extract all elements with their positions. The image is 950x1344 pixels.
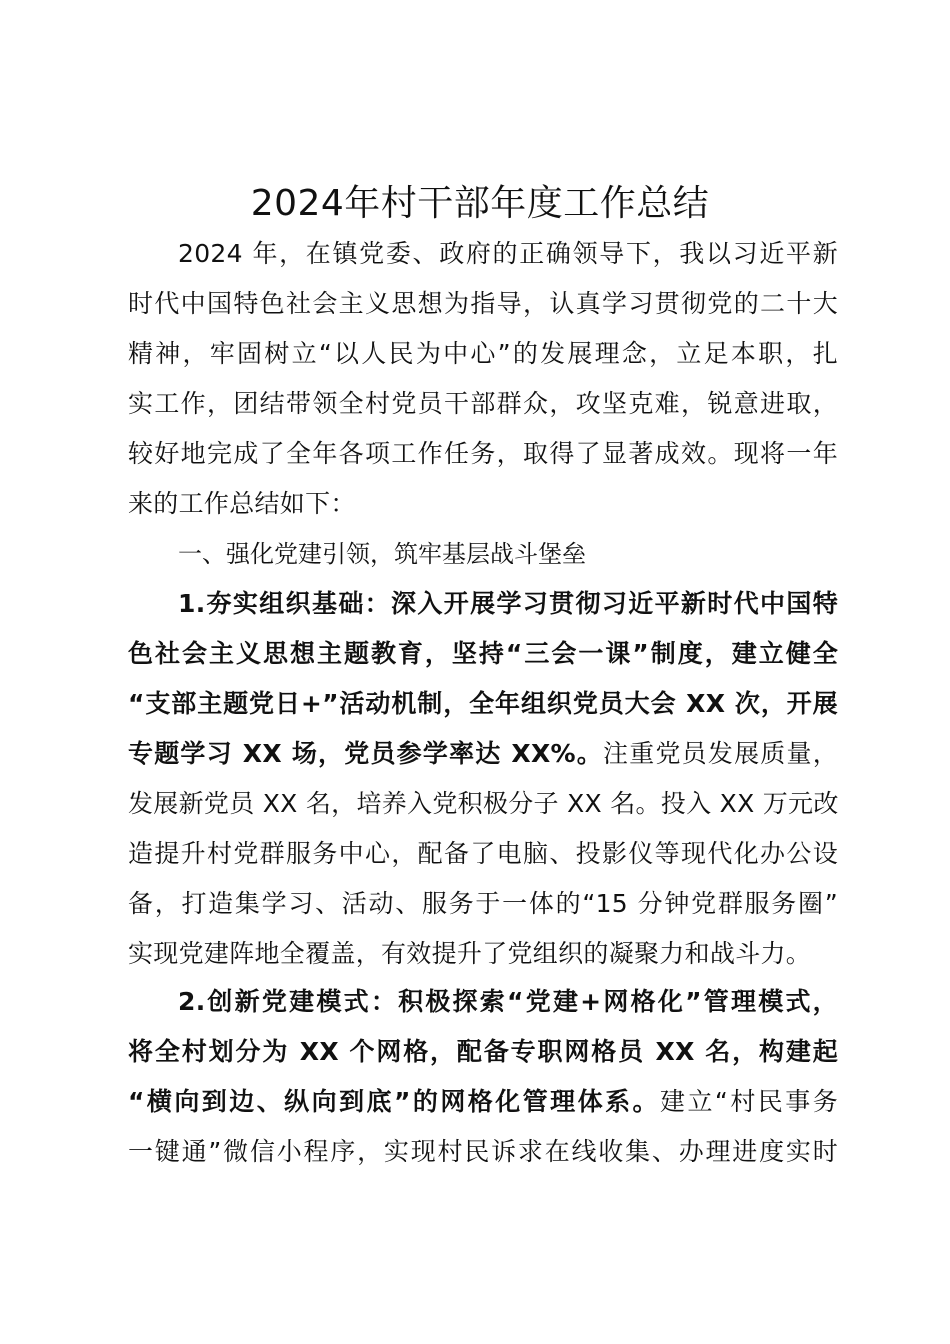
item1-line: 造提升村党群服务中心，配备了电脑、投影仪等现代化办公设 — [128, 839, 838, 868]
item2-mixed-bold: “横向到边、纵向到底”的网格化管理体系。 — [128, 1087, 660, 1116]
intro-line: 来的工作总结如下： — [128, 489, 356, 518]
item1-mixed-normal: 注重党员发展质量， — [603, 739, 839, 768]
item2-mixed-normal: 建立“村民事务 — [660, 1087, 838, 1116]
item1-line: 实现党建阵地全覆盖，有效提升了党组织的凝聚力和战斗力。 — [128, 939, 812, 968]
item1-bold-line: “支部主题党日+”活动机制，全年组织党员大会 XX 次，开展 — [128, 689, 838, 718]
item1-line: 发展新党员 XX 名，培养入党积极分子 XX 名。投入 XX 万元改 — [128, 789, 839, 818]
intro-line: 较好地完成了全年各项工作任务，取得了显著成效。现将一年 — [128, 439, 838, 468]
intro-paragraph — [128, 229, 838, 529]
item2-bold-line: 将全村划分为 XX 个网格，配备专职网格员 XX 名，构建起 — [128, 1037, 838, 1066]
item2-line: 一键通”微信小程序，实现村民诉求在线收集、办理进度实时 — [128, 1137, 838, 1166]
document-title: 2024年村干部年度工作总结 — [250, 183, 710, 224]
item1-bold-line: 色社会主义思想主题教育，坚持“三会一课”制度，建立健全 — [128, 639, 838, 668]
section-heading: 一、强化党建引领，筑牢基层战斗堡垒 — [178, 540, 586, 568]
item2-paragraph — [128, 977, 838, 1177]
item1-mixed-bold: 专题学习 XX 场，党员参学率达 XX%。 — [128, 739, 604, 768]
intro-line: 实工作，团结带领全村党员干部群众，攻坚克难，锐意进取， — [128, 389, 838, 418]
intro-line: 精神，牢固树立“以人民为中心”的发展理念，立足本职，扎 — [128, 339, 838, 368]
item2-mixed-line — [128, 1077, 838, 1127]
intro-line: 时代中国特色社会主义思想为指导，认真学习贯彻党的二十大 — [128, 289, 838, 318]
item1-line: 备，打造集学习、活动、服务于一体的“15 分钟党群服务圈” — [128, 889, 838, 918]
item1-paragraph — [128, 579, 838, 979]
intro-line: 2024 年，在镇党委、政府的正确领导下，我以习近平新 — [178, 239, 838, 268]
item2-bold-line: 2.创新党建模式：积极探索“党建+网格化”管理模式， — [178, 987, 838, 1016]
item1-mixed-line — [128, 729, 838, 779]
item1-bold-line: 1.夯实组织基础：深入开展学习贯彻习近平新时代中国特 — [178, 589, 838, 618]
